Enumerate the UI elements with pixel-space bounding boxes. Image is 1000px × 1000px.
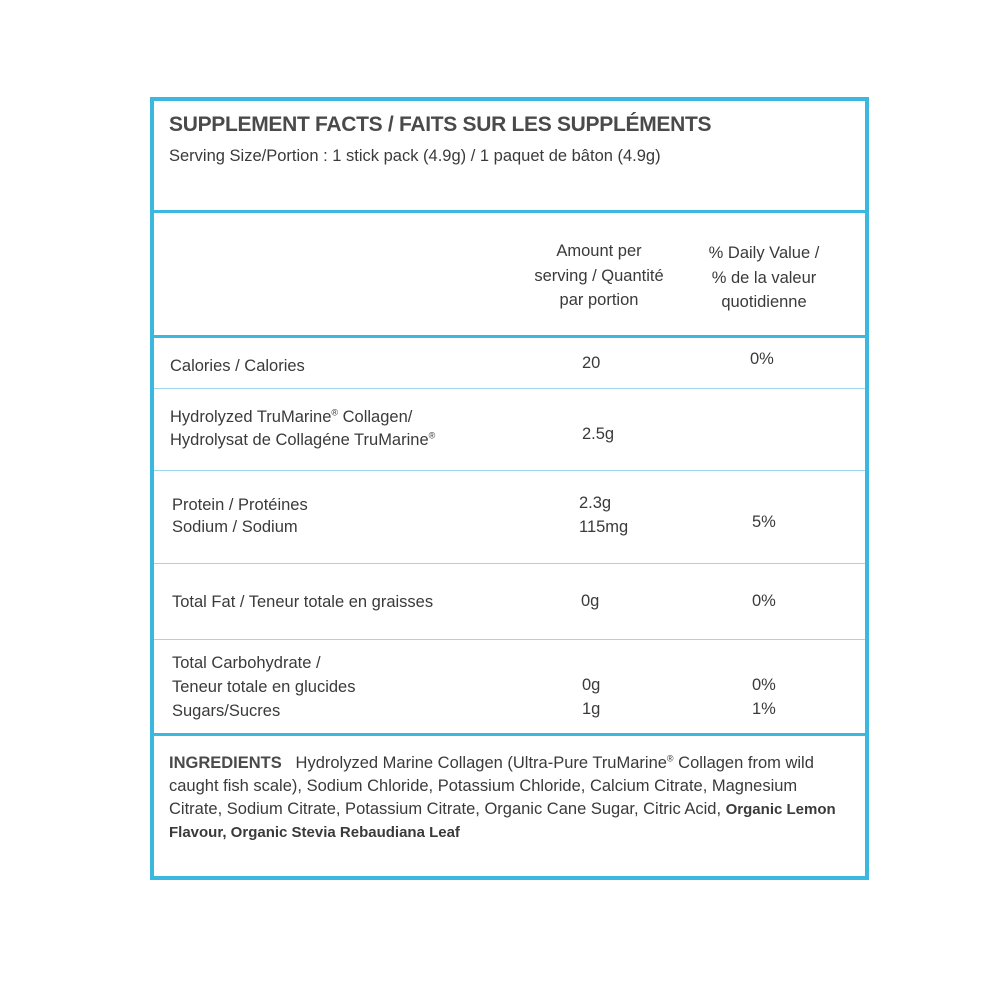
fat-amount: 0g xyxy=(581,592,600,610)
fat-label: Total Fat / Teneur totale en graisses xyxy=(172,593,434,611)
protein-label: Protein / Protéines xyxy=(172,496,308,514)
amount-column-header xyxy=(499,239,699,313)
carb-label-line2: Teneur totale en glucides xyxy=(172,678,356,696)
sodium-amount: 115mg xyxy=(579,518,629,536)
header-line: par portion xyxy=(559,291,639,309)
calories-dv: 0% xyxy=(750,350,774,368)
ingredients-heading: INGREDIENTS xyxy=(169,754,282,772)
dv-column-header xyxy=(679,241,849,315)
sugars-label: Sugars/Sucres xyxy=(172,702,281,720)
header-line: quotidienne xyxy=(721,293,807,311)
sugars-dv: 1% xyxy=(752,700,776,718)
header-line: % Daily Value / xyxy=(708,244,820,262)
header-line: Amount per xyxy=(556,242,642,260)
ingredients-statement: INGREDIENTS Hydrolyzed Marine Collagen (Ultra-Pure TruMarine® Collagen from wild caught fish scale), Sodium Chloride, Potassium Chloride, Calcium Citrate, Magnesium Citrate, Sodium Citrate, Potassium Citrate, Organic Cane Sugar, Citric Acid, Organic Lemon Flavour, Organic Stevia Rebaudiana Leaf xyxy=(169,753,836,841)
calories-label: Calories / Calories xyxy=(170,357,305,375)
sugars-amount: 1g xyxy=(582,700,601,718)
divider xyxy=(154,639,865,640)
fat-dv: 0% xyxy=(752,592,776,610)
calories-amount: 20 xyxy=(582,354,601,372)
divider xyxy=(154,733,865,736)
collagen-label-line: Hydrolysat de Collagéne TruMarine® xyxy=(170,430,436,449)
divider xyxy=(154,470,865,471)
supplement-facts-panel xyxy=(150,97,869,880)
header-line: % de la valeur xyxy=(711,268,817,287)
divider xyxy=(154,335,865,338)
carb-label-line1: Total Carbohydrate / xyxy=(172,654,321,672)
protein-amount: 2.3g xyxy=(579,494,612,512)
divider xyxy=(154,210,865,213)
panel-title: SUPPLEMENT FACTS / FAITS SUR LES SUPPLÉMENTS xyxy=(169,113,712,136)
divider xyxy=(154,388,865,389)
carb-dv: 0% xyxy=(752,676,776,694)
collagen-label-line: Hydrolyzed TruMarine® Collagen/ xyxy=(170,407,413,426)
collagen-amount: 2.5g xyxy=(582,425,615,443)
carb-amount: 0g xyxy=(582,676,601,694)
sodium-dv: 5% xyxy=(752,513,776,531)
divider xyxy=(154,563,865,564)
sodium-label: Sodium / Sodium xyxy=(172,518,298,536)
header-line: serving / Quantité xyxy=(534,266,664,285)
collagen-label xyxy=(170,406,435,451)
serving-size: Serving Size/Portion : 1 stick pack (4.9g) / 1 paquet de bâton (4.9g) xyxy=(169,147,661,165)
